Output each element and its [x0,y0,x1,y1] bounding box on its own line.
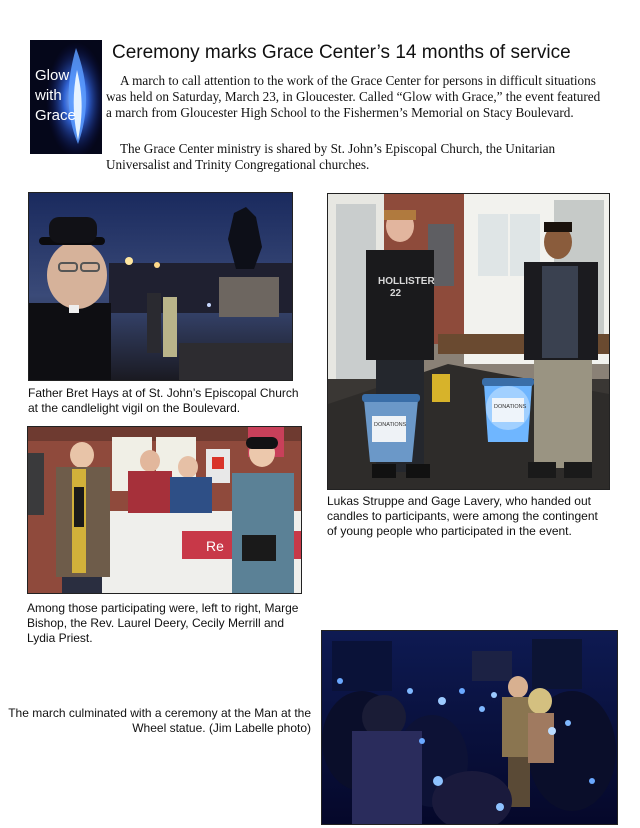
bucket-label: DONATIONS [494,404,527,410]
sign-text: Re [206,538,224,554]
logo-line: Grace [35,107,76,124]
logo-line: Glow [35,67,70,84]
sweatshirt-text: 22 [390,288,402,299]
intro-paragraph: A march to call attention to the work of the Grace Center for persons in difficult situations was held on Saturday, March 23, in Gloucester. Called “Glow with Grace,” the event featured a march from Gloucester High School to the Fishermen’s Memorial on Stacy Boulevard. [106,73,601,120]
photo-caption: The march culminated with a ceremony at the Man at the Wheel statue. (Jim Labelle photo) [8,706,311,735]
article-headline: Ceremony marks Grace Center’s 14 months of service [112,42,571,63]
bucket-label: DONATIONS [374,422,407,428]
photo-father-bret-image [29,193,292,380]
glow-with-grace-logo [30,40,102,154]
photo-lukas-gage [327,193,610,490]
photo-lukas-gage-image [328,194,609,489]
logo-line: with [35,87,62,104]
photo-statue-ceremony [321,630,618,825]
intro-paragraph: The Grace Center ministry is shared by St. John’s Episcopal Church, the Unitarian Universalist and Trinity Congregational churches. [106,141,556,172]
photo-statue-ceremony-image [322,631,617,824]
photo-participants-table [27,426,302,594]
photo-father-bret [28,192,293,381]
sweatshirt-text: HOLLISTER [378,276,435,287]
photo-participants-table-image [28,427,301,593]
photo-caption: Lukas Struppe and Gage Lavery, who handed out candles to participants, were among the contingent of young people who participated in the event. [327,494,598,538]
photo-caption: Father Bret Hays at of St. John’s Episcopal Church at the candlelight vigil on the Boulevard. [28,386,299,415]
logo-text [35,66,76,126]
photo-caption: Among those participating were, left to right, Marge Bishop, the Rev. Laurel Deery, Cecily Merrill and Lydia Priest. [27,601,299,645]
